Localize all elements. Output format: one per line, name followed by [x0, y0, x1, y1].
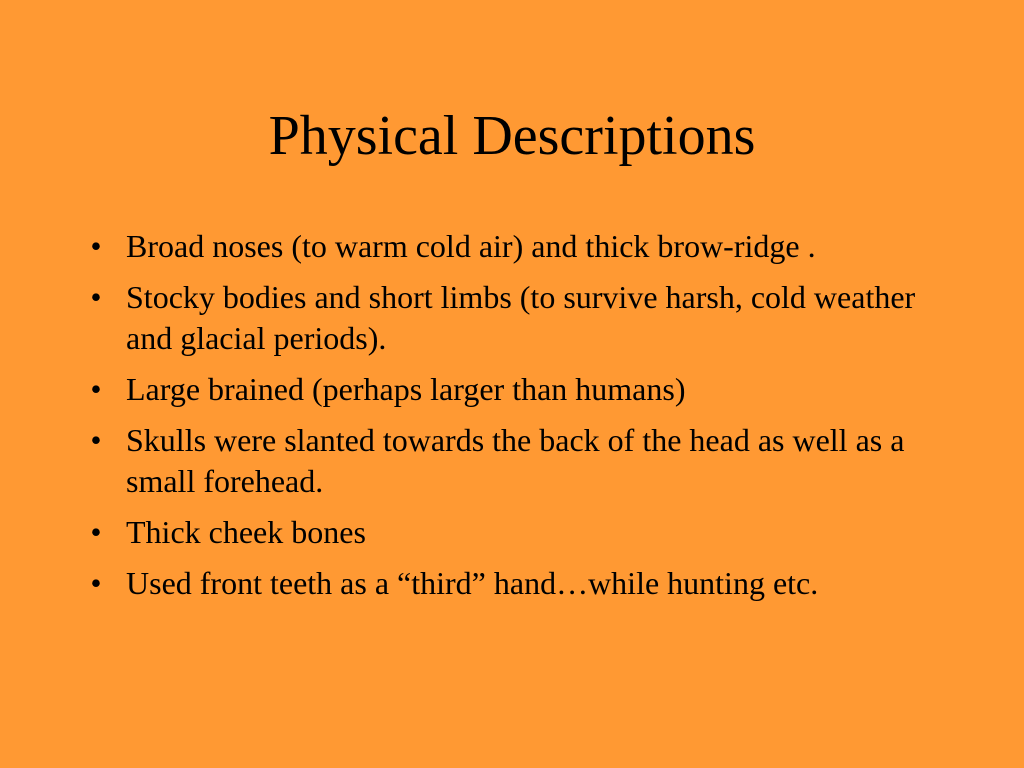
bullet-text: Used front teeth as a “third” hand…while hunting etc. [126, 565, 819, 601]
bullet-list [86, 226, 916, 614]
bullet-text: Broad noses (to warm cold air) and thick brow-ridge . [126, 228, 816, 264]
bullet-item [86, 420, 916, 502]
slide-title: Physical Descriptions [268, 105, 756, 167]
bullet-icon: • [90, 422, 102, 458]
bullet-item [86, 277, 916, 359]
bullet-icon: • [90, 371, 102, 407]
bullet-icon: • [90, 514, 102, 550]
bullet-text: Stocky bodies and short limbs (to survive harsh, cold weather and glacial periods). [126, 279, 916, 356]
bullet-text: Thick cheek bones [126, 514, 366, 550]
bullet-icon: • [90, 279, 102, 315]
bullet-text: Large brained (perhaps larger than humans) [126, 371, 686, 407]
bullet-item [86, 226, 916, 267]
bullet-item [86, 563, 916, 604]
bullet-item [86, 512, 916, 553]
bullet-item [86, 369, 916, 410]
bullet-icon: • [90, 228, 102, 264]
bullet-text: Skulls were slanted towards the back of the head as well as a small forehead. [126, 422, 905, 499]
bullet-icon: • [90, 565, 102, 601]
